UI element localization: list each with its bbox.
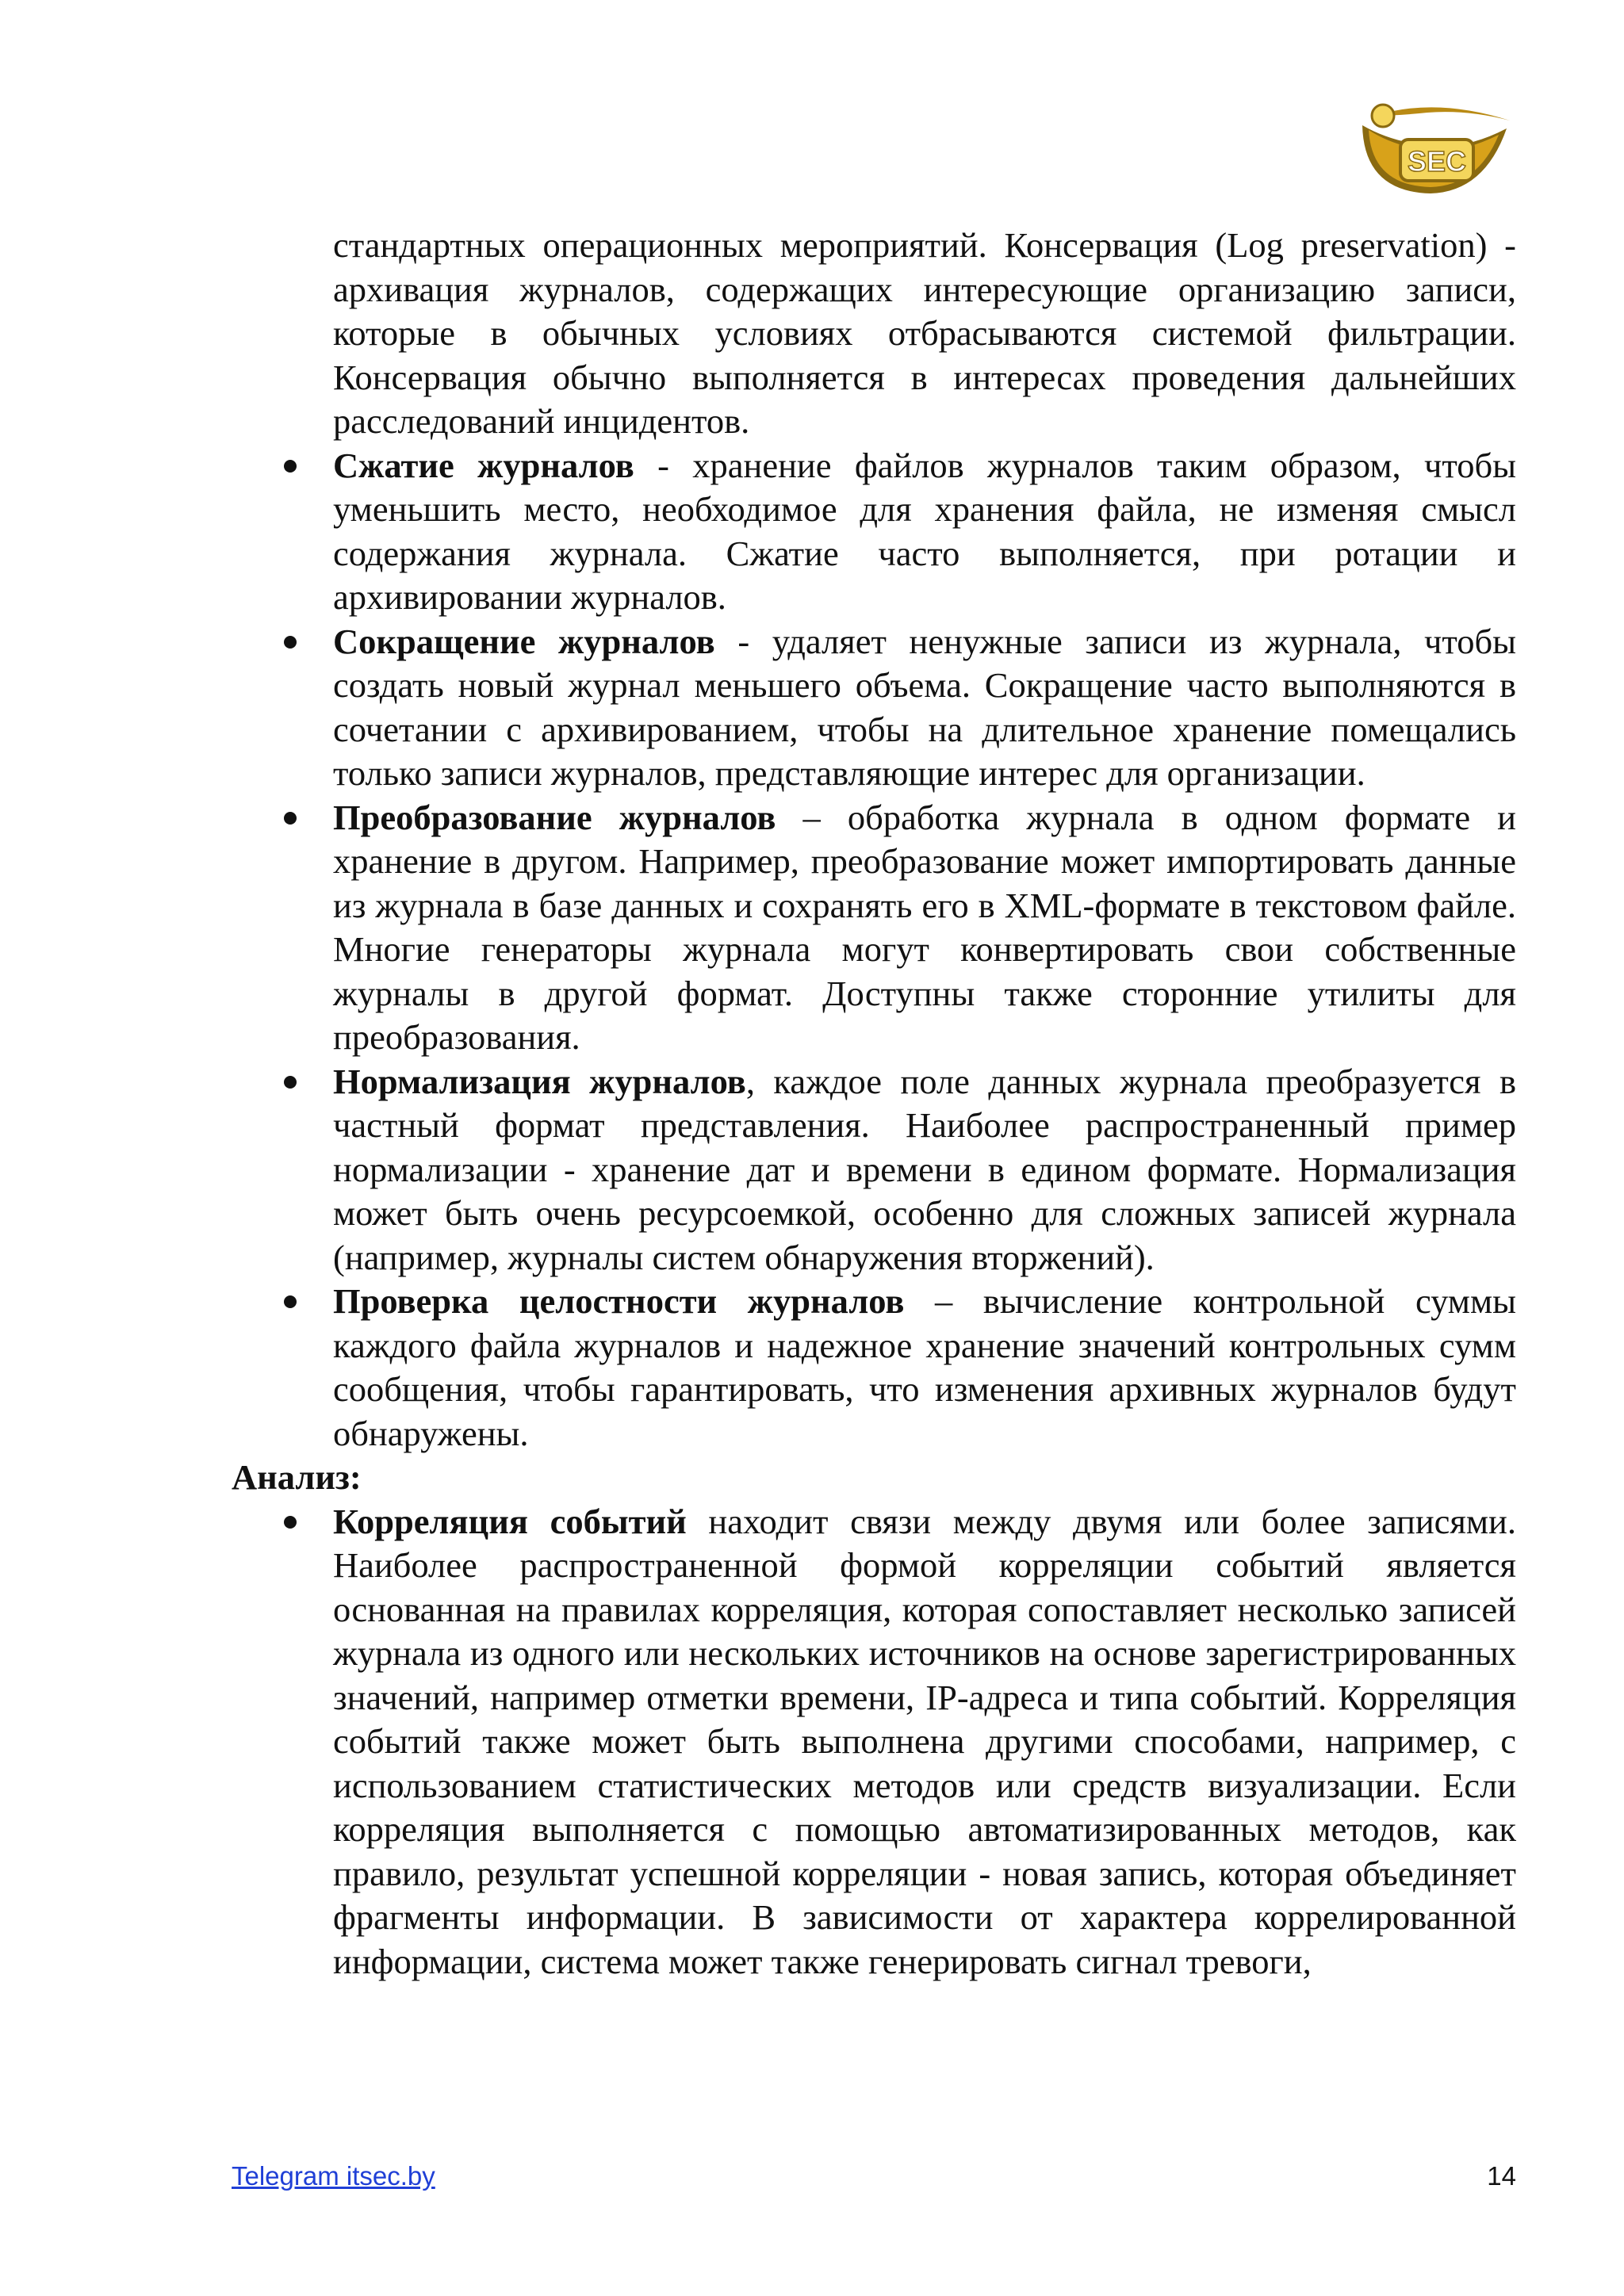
item-description: находит связи между двумя или более записями. Наиболее распространенной формой корреляции событий является основанная на правилах корреляция, которая сопоставляет несколько записей журнала из одного или нескольких источников на основе зарегистрированных значений, например отметки времени, IP-адреса и типа событий. Корреляция событий также может быть выполнена другими способами, например, с использованием статистических методов или средств визуализации. Если корреляция выполняется с помощью автоматизированных методов, как правило, результат успешной корреляции - новая запись, которая объединяет фрагменты информации. В зависимости от характера коррелированной информации, система может также генерировать сигнал тревоги,	[333, 1501, 1516, 1981]
item-term: Преобразование журналов	[333, 797, 776, 837]
analysis-heading: Анализ:	[232, 1457, 362, 1497]
telegram-link[interactable]: Telegram itsec.by	[232, 2161, 435, 2191]
item-description: - удаляет ненужные записи из журнала, чтобы создать новый журнал меньшего объема. Сокращение часто выполняются в сочетании с архивированием, чтобы на длительное хранение помещались только записи журналов, представляющие интерес для организации.	[333, 621, 1516, 793]
sec-logo	[1348, 94, 1518, 208]
bullet-icon	[284, 1076, 297, 1089]
bullet-icon	[284, 1516, 297, 1529]
item-term: Нормализация журналов	[333, 1061, 746, 1101]
page-number: 14	[1487, 2161, 1516, 2191]
item-description: – обработка журнала в одном формате и хранение в другом. Например, преобразование может импортировать данные из журнала в базе данных и сохранять его в XML-формате в текстовом файле. Многие генераторы журнала могут конвертировать свои собственные журналы в другой формат. Доступны также сторонние утилиты для преобразования.	[333, 797, 1516, 1057]
intro-paragraph: стандартных операционных мероприятий. Консервация (Log preservation) - архивация журналов, содержащих интересующие организацию записи, которые в обычных условиях отбрасываются системой фильтрации. Консервация обычно выполняется в интересах проведения дальнейших расследований инцидентов.	[333, 225, 1516, 441]
item-description: , каждое поле данных журнала преобразуется в частный формат представления. Наиболее распространенный пример нормализации - хранение дат и времени в едином формате. Нормализация может быть очень ресурсоемкой, особенно для сложных записей журнала (например, журналы систем обнаружения вторжений).	[333, 1061, 1516, 1277]
log-management-list	[232, 444, 1516, 1456]
item-description: – вычисление контрольной суммы каждого файла журналов и надежное хранение значений контрольных сумм сообщения, чтобы гарантировать, что изменения архивных журналов будут обнаружены.	[333, 1281, 1517, 1453]
list-item	[232, 1060, 1516, 1280]
bullet-icon	[284, 460, 297, 473]
list-item	[232, 796, 1516, 1060]
bullet-icon	[284, 812, 297, 825]
item-term: Сокращение журналов	[333, 621, 715, 661]
bullet-icon	[284, 636, 297, 649]
logo-text: SEC	[1407, 145, 1467, 178]
bullet-icon	[284, 1295, 297, 1308]
item-term: Сжатие журналов	[333, 445, 634, 485]
item-description: - хранение файлов журналов таким образом, чтобы уменьшить место, необходимое для хранения файла, не изменяя смысл содержания журнала. Сжатие часто выполняется, при ротации и архивировании журналов.	[333, 445, 1516, 617]
item-term: Корреляция событий	[333, 1501, 687, 1541]
list-item	[232, 1500, 1516, 1984]
analysis-list	[232, 1500, 1516, 1984]
list-item	[232, 620, 1516, 796]
document-body	[232, 224, 1516, 1984]
list-item	[232, 1280, 1516, 1456]
list-item	[232, 444, 1516, 620]
item-term: Проверка целостности журналов	[333, 1281, 905, 1321]
